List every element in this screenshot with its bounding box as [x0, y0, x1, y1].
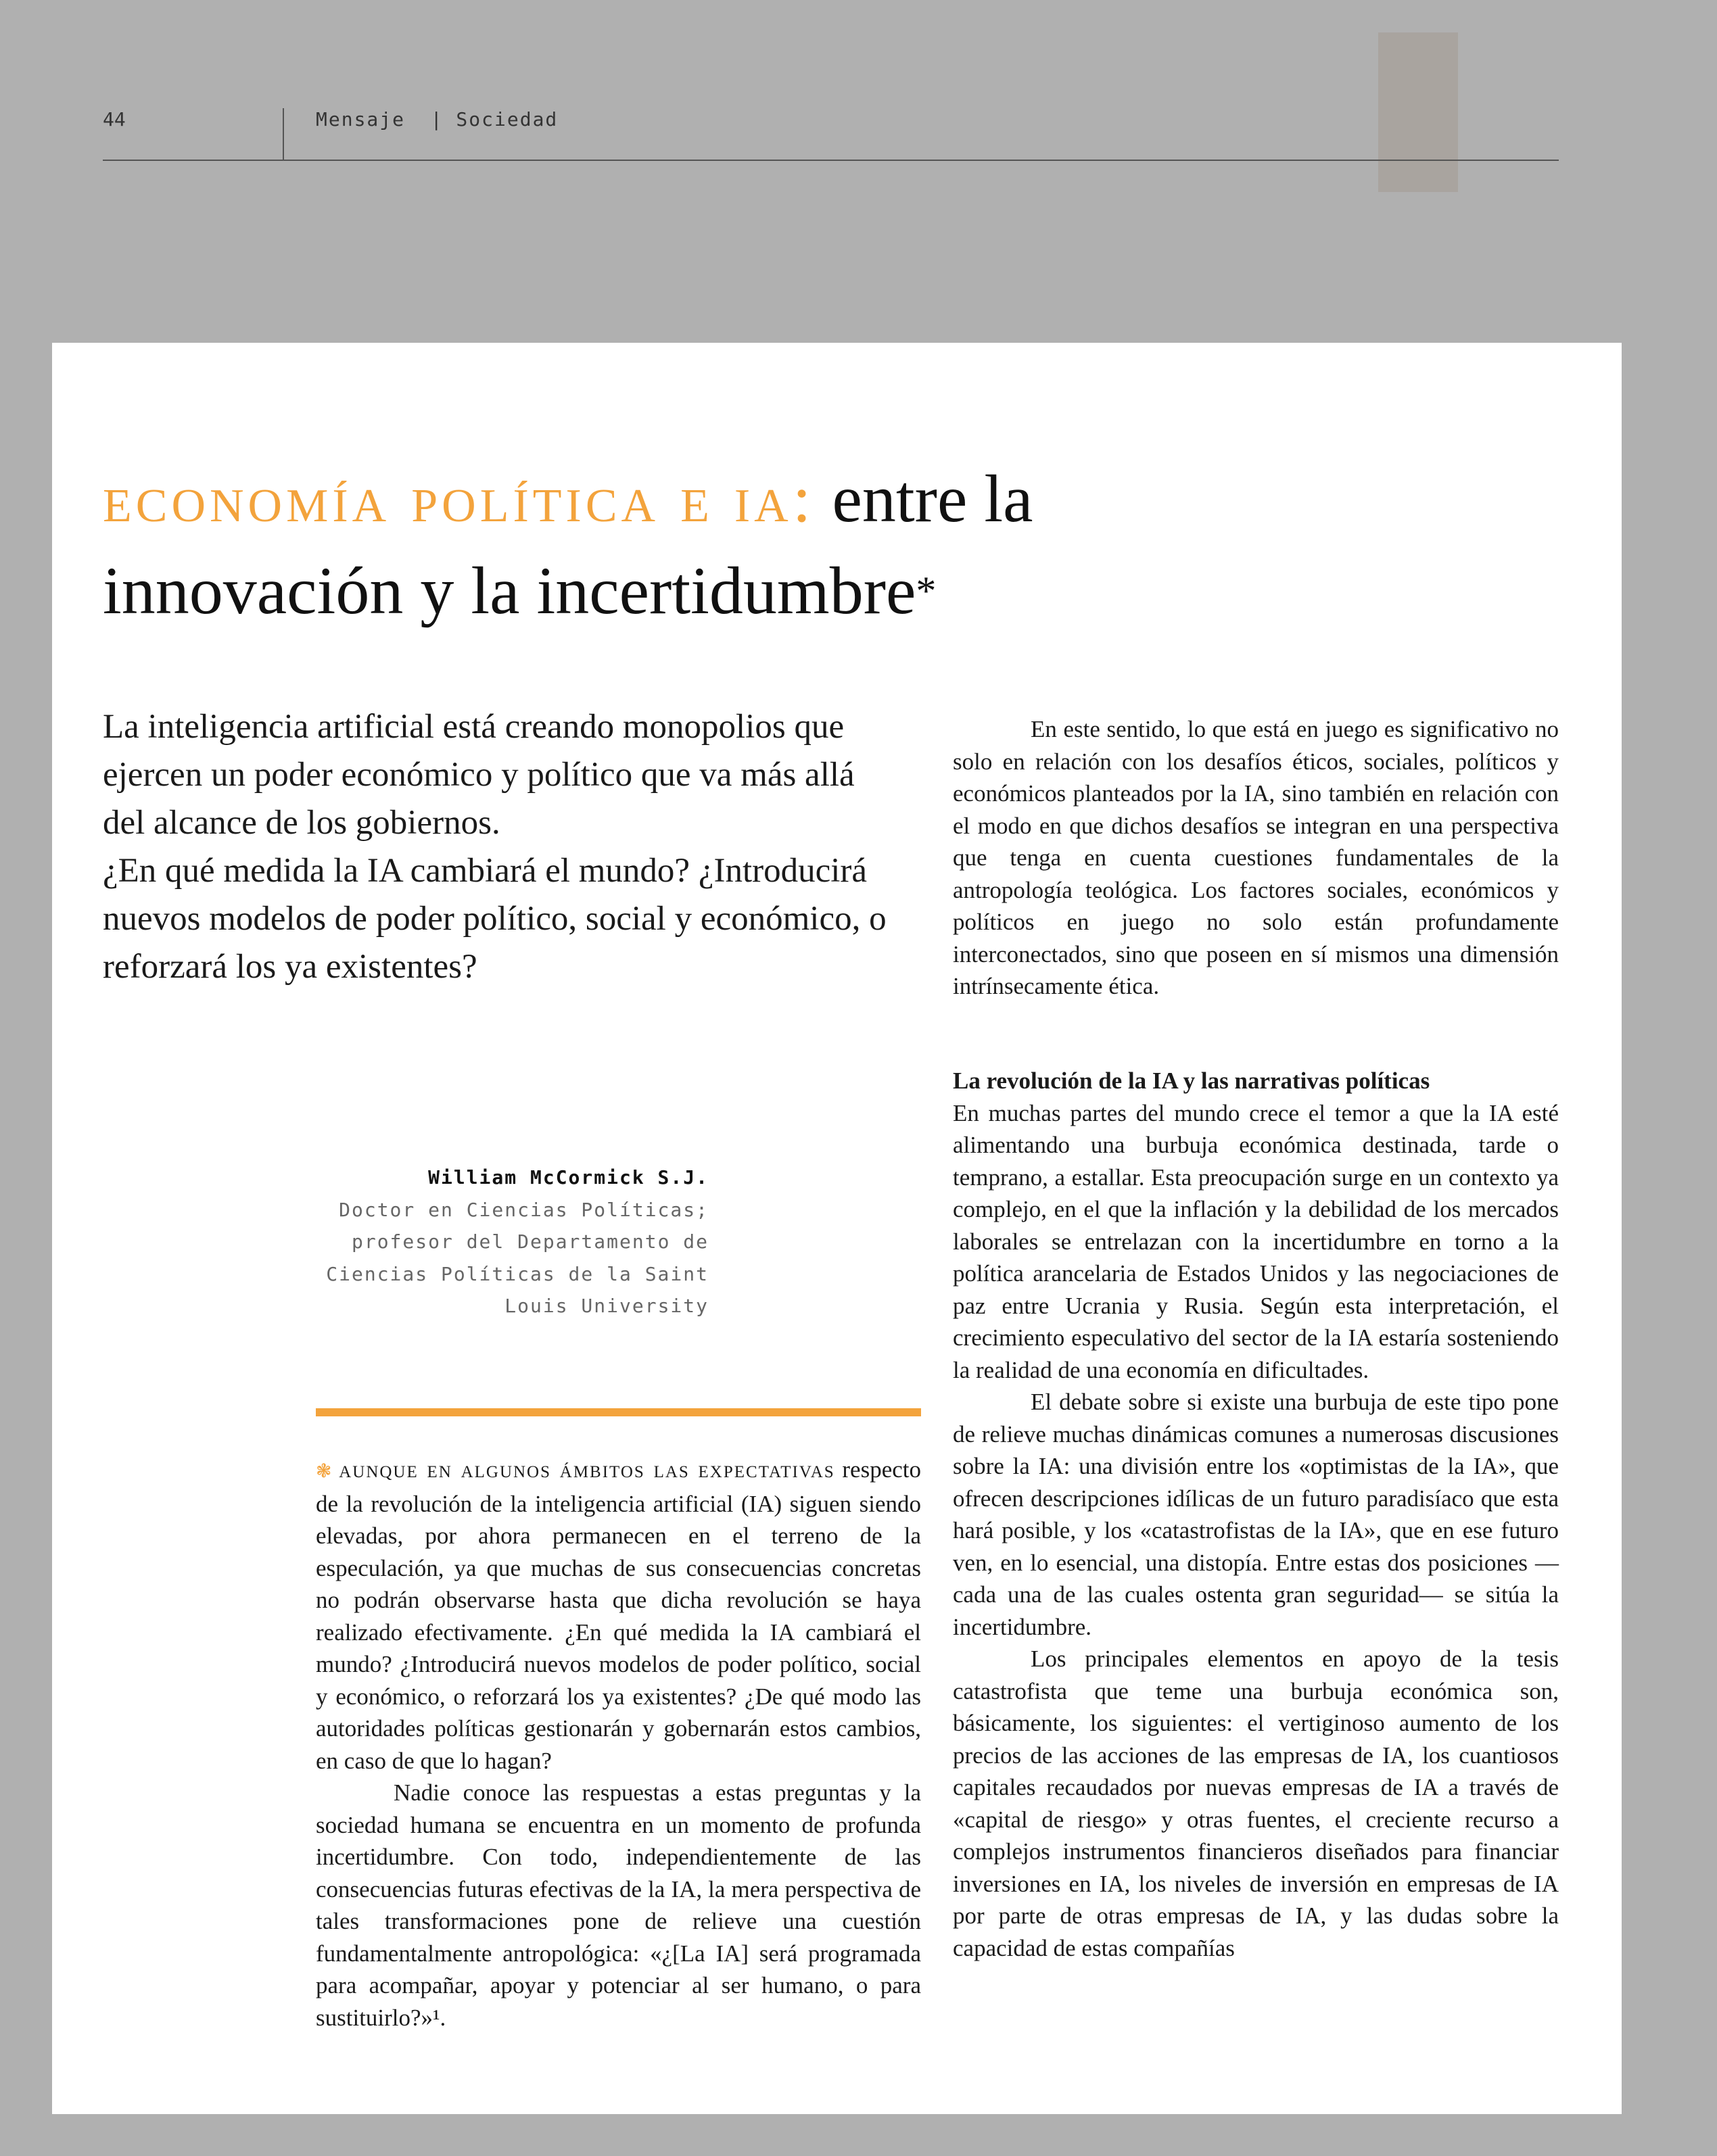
lead-line-2: ¿En qué medida la IA cambiará el mundo? ¿Introducirá nuevos modelos de poder político, social y económico, o reforzará los ya existentes?: [103, 852, 887, 986]
author-byline: [325, 1161, 709, 1322]
article-title: [103, 453, 1557, 637]
lead-paragraph: [103, 703, 901, 991]
body-paragraph: Los principales elementos en apoyo de la tesis catastrofista que teme una burbuja económica son, básicamente, los siguientes: el vertiginoso aumento de los precios de las acciones de las empresas de IA, los cuantiosos capitales recaudados por nuevas empresas de IA a través de «capital de riesgo» y otras fuentes, el creciente recurso a complejos instrumentos financieros diseñados para financiar inversiones en IA, los niveles de inversión en empresas de IA por parte de otras empresas de IA, y las dudas sobre la capacidad de estas compañías: [953, 1646, 1559, 1961]
body-paragraph: En muchas partes del mundo crece el temor a que la IA esté alimentando una burbuja económica destinada, tarde o temprano, a estallar. Esta preocupación surge en un contexto ya complejo, en el que la inflación y la debilidad de los mercados laborales se entrelazan con la incertidumbre en torno a la política arancelaria de Estados Unidos y las negociaciones de paz entre Ucrania y Rusia. Según esta interpretación, el crecimiento especulativo del sector de la IA estaría sosteniendo la realidad de una economía en dificultades.: [953, 1099, 1559, 1383]
title-main-second: innovación y la incertidumbre: [103, 553, 916, 628]
page-number: 44: [103, 108, 126, 130]
lead-in-text: aunque en algunos ámbitos las expectativas: [339, 1456, 835, 1483]
body-paragraph: El debate sobre si existe una burbuja de este tipo pone de relieve muchas dinámicas comunes a numerosas discusiones sobre la IA: una división entre los «optimistas de la IA», que ofrecen descripciones idílicas de un futuro paradisíaco que esta hará posible, y los «catastrofistas de la IA», que en ese futuro ven, en lo esencial, una distopía. Entre estas dos posiciones —cada una de las cuales ostenta gran seguridad— se sitúa la incertidumbre.: [953, 1389, 1559, 1640]
opening-paragraph: [316, 1454, 921, 1777]
accent-rule: [316, 1408, 921, 1416]
section-subheading: La revolución de la IA y las narrativas políticas: [953, 1068, 1430, 1094]
author-role: Doctor en Ciencias Políticas; profesor del Departamento de Ciencias Políticas de la Saint Louis University: [326, 1198, 709, 1317]
right-column-body: [953, 1065, 1559, 1964]
flower-ornament-icon: ❃: [316, 1461, 332, 1482]
title-footnote-star: *: [916, 569, 937, 613]
lead-line-1: La inteligencia artificial está creando monopolios que ejercen un poder económico y político que va más allá del alcance de los gobiernos.: [103, 708, 855, 842]
left-column-body: [316, 1454, 921, 2034]
opening-paragraph-text: respecto de la revolución de la inteligencia artificial (IA) siguen siendo elevadas, por ahora permanecen en el terreno de la especulación, ya que muchas de sus consecuencias concretas no podrán observarse hasta que dicha revolución se haya realizado efectivamente. ¿En qué medida la IA cambiará el mundo? ¿Introducirá nuevos modelos de poder político, social y económico, o reforzará los ya existentes? ¿De qué modo las autoridades políticas gestionarán y gobernarán estos cambios, en caso de que lo hagan?: [316, 1456, 922, 1774]
right-column-intro: [953, 713, 1559, 1003]
title-kicker: economía política e ia:: [103, 461, 816, 536]
body-paragraph: Nadie conoce las respuestas a estas preguntas y la sociedad humana se encuentra en un momento de profunda incertidumbre. Con todo, independientemente de las consecuencias futuras efectivas de la IA, la mera perspectiva de tales transformaciones pone de relieve una cuestión fundamentalmente antropológica: «¿[La IA] será programada para acompañar, apoyar y potenciar al ser humano, o para sustituirlo?»¹.: [316, 1779, 921, 2031]
title-main-first: entre la: [832, 461, 1033, 536]
body-paragraph: En este sentido, lo que está en juego es significativo no solo en relación con los desafíos éticos, sociales, políticos y económicos planteados por la IA, sino también en relación con el modo en que dichos desafíos se integran en una perspectiva que tenga en cuenta cuestiones fundamentales de la antropología teológica. Los factores sociales, económicos y políticos en juego no solo están profundamente interconectados, sino que poseen en sí mismos una dimensión intrínsecamente ética.: [953, 716, 1559, 999]
page-tab-marker: [1378, 32, 1458, 192]
header-rule: [103, 160, 1559, 161]
header-divider: [283, 108, 284, 161]
section-label: Mensaje | Sociedad: [316, 108, 559, 130]
author-name: William McCormick S.J.: [428, 1166, 709, 1189]
